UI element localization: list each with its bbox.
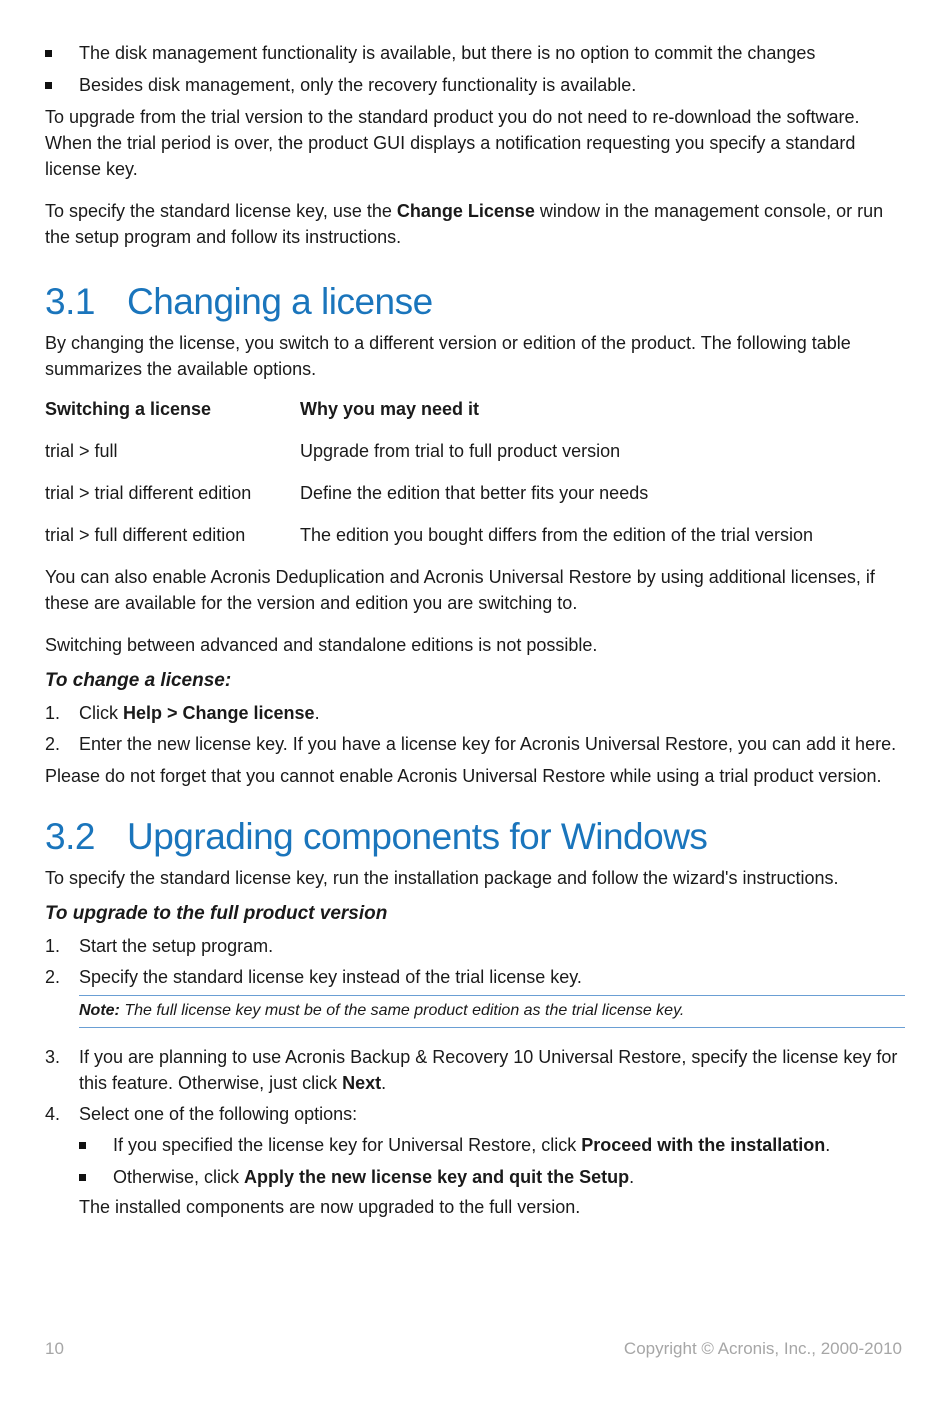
upgrade-steps	[45, 933, 905, 990]
intro-bullet-list	[45, 40, 905, 98]
table-row	[45, 522, 905, 564]
page-number: 10	[45, 1339, 64, 1358]
step-number: 4.	[45, 1104, 61, 1124]
note-box	[79, 995, 905, 1028]
step-item: 2. Enter the new license key. If you have a license key for Acronis Universal Restore, you can add it here.	[45, 731, 905, 757]
step-number: 1.	[45, 703, 61, 723]
license-switch-table	[45, 396, 905, 564]
section-number: 3.1	[45, 281, 95, 322]
table-cell: trial > full	[45, 441, 118, 461]
step-item: 2. Specify the standard license key instead of the trial license key.	[45, 964, 905, 990]
table-row	[45, 438, 905, 480]
closing-paragraph: The installed components are now upgraded to the full version.	[79, 1197, 581, 1217]
table-cell: trial > trial different edition	[45, 483, 252, 503]
list-item	[45, 40, 905, 66]
next-button-term: Next	[342, 1073, 382, 1093]
step-number: 3.	[45, 1047, 61, 1067]
square-bullet-icon	[45, 82, 52, 89]
table-cell: Define the edition that better fits your needs	[300, 483, 649, 503]
table-cell: Upgrade from trial to full product version	[300, 441, 621, 461]
step-item: 4. Select one of the following options:	[45, 1101, 905, 1127]
column-header: Why you may need it	[300, 399, 480, 419]
step-number: 2.	[45, 734, 61, 754]
section-title: Upgrading components for Windows	[127, 816, 708, 857]
section-title: Changing a license	[127, 281, 433, 322]
specify-key-paragraph: To specify the standard license key, use the Change License window in the management console, or run the setup program and follow its instructions.	[45, 201, 884, 247]
menu-path: Help > Change license	[123, 703, 315, 723]
table-cell: The edition you bought differs from the edition of the trial version	[300, 525, 813, 545]
section-heading-3-2	[45, 815, 905, 859]
note-label: Note:	[79, 1002, 120, 1019]
change-license-term: Change License	[396, 201, 535, 221]
list-item: If you specified the license key for Universal Restore, click Proceed with the installation.	[79, 1132, 905, 1158]
square-bullet-icon	[45, 50, 52, 57]
copyright-notice: Copyright © Acronis, Inc., 2000-2010	[623, 1339, 902, 1358]
section-heading-3-1	[45, 280, 905, 324]
table-cell: trial > full different edition	[45, 525, 246, 545]
editions-paragraph: Switching between advanced and standalone editions is not possible.	[45, 635, 598, 655]
step-item: 3. If you are planning to use Acronis Backup & Recovery 10 Universal Restore, specify the license key for this feature. Otherwise, just click Next.	[45, 1044, 905, 1096]
bullet-text: Besides disk management, only the recovery functionality is available.	[79, 75, 637, 95]
step-item: 1. Start the setup program.	[45, 933, 905, 959]
deduplication-paragraph: You can also enable Acronis Deduplication and Acronis Universal Restore by using additional licenses, if these are available for the version and edition you are switching to.	[45, 567, 875, 613]
upgrade-steps-continued	[45, 1044, 905, 1127]
procedure-title: To upgrade to the full product version	[45, 903, 388, 924]
step-number: 2.	[45, 967, 61, 987]
proceed-option-term: Proceed with the installation	[581, 1135, 826, 1155]
document-page	[45, 40, 905, 1220]
procedure-title: To change a license:	[45, 670, 232, 691]
column-header: Switching a license	[45, 399, 212, 419]
step-item: 1. Click Help > Change license.	[45, 700, 905, 726]
section-intro: To specify the standard license key, run the installation package and follow the wizard's instructions.	[45, 868, 839, 888]
square-bullet-icon	[79, 1174, 86, 1181]
note-text: The full license key must be of the same product edition as the trial license key.	[119, 1002, 685, 1019]
section-intro: By changing the license, you switch to a different version or edition of the product. The following table summarizes the available options.	[45, 333, 851, 379]
list-item: Otherwise, click Apply the new license key and quit the Setup.	[79, 1164, 905, 1190]
section-number: 3.2	[45, 816, 95, 857]
table-row	[45, 480, 905, 522]
change-license-steps	[45, 700, 905, 757]
trial-restore-paragraph: Please do not forget that you cannot enable Acronis Universal Restore while using a trial product version.	[45, 766, 882, 786]
list-item	[45, 72, 905, 98]
square-bullet-icon	[79, 1142, 86, 1149]
upgrade-paragraph: To upgrade from the trial version to the standard product you do not need to re-download the software. When the trial period is over, the product GUI displays a notification requesting you specify a standard license key.	[45, 107, 860, 179]
bullet-text: The disk management functionality is available, but there is no option to commit the changes	[79, 43, 816, 63]
option-bullet-list	[79, 1132, 905, 1190]
table-header-row	[45, 396, 905, 438]
apply-option-term: Apply the new license key and quit the Setup	[244, 1167, 630, 1187]
step-number: 1.	[45, 936, 61, 956]
